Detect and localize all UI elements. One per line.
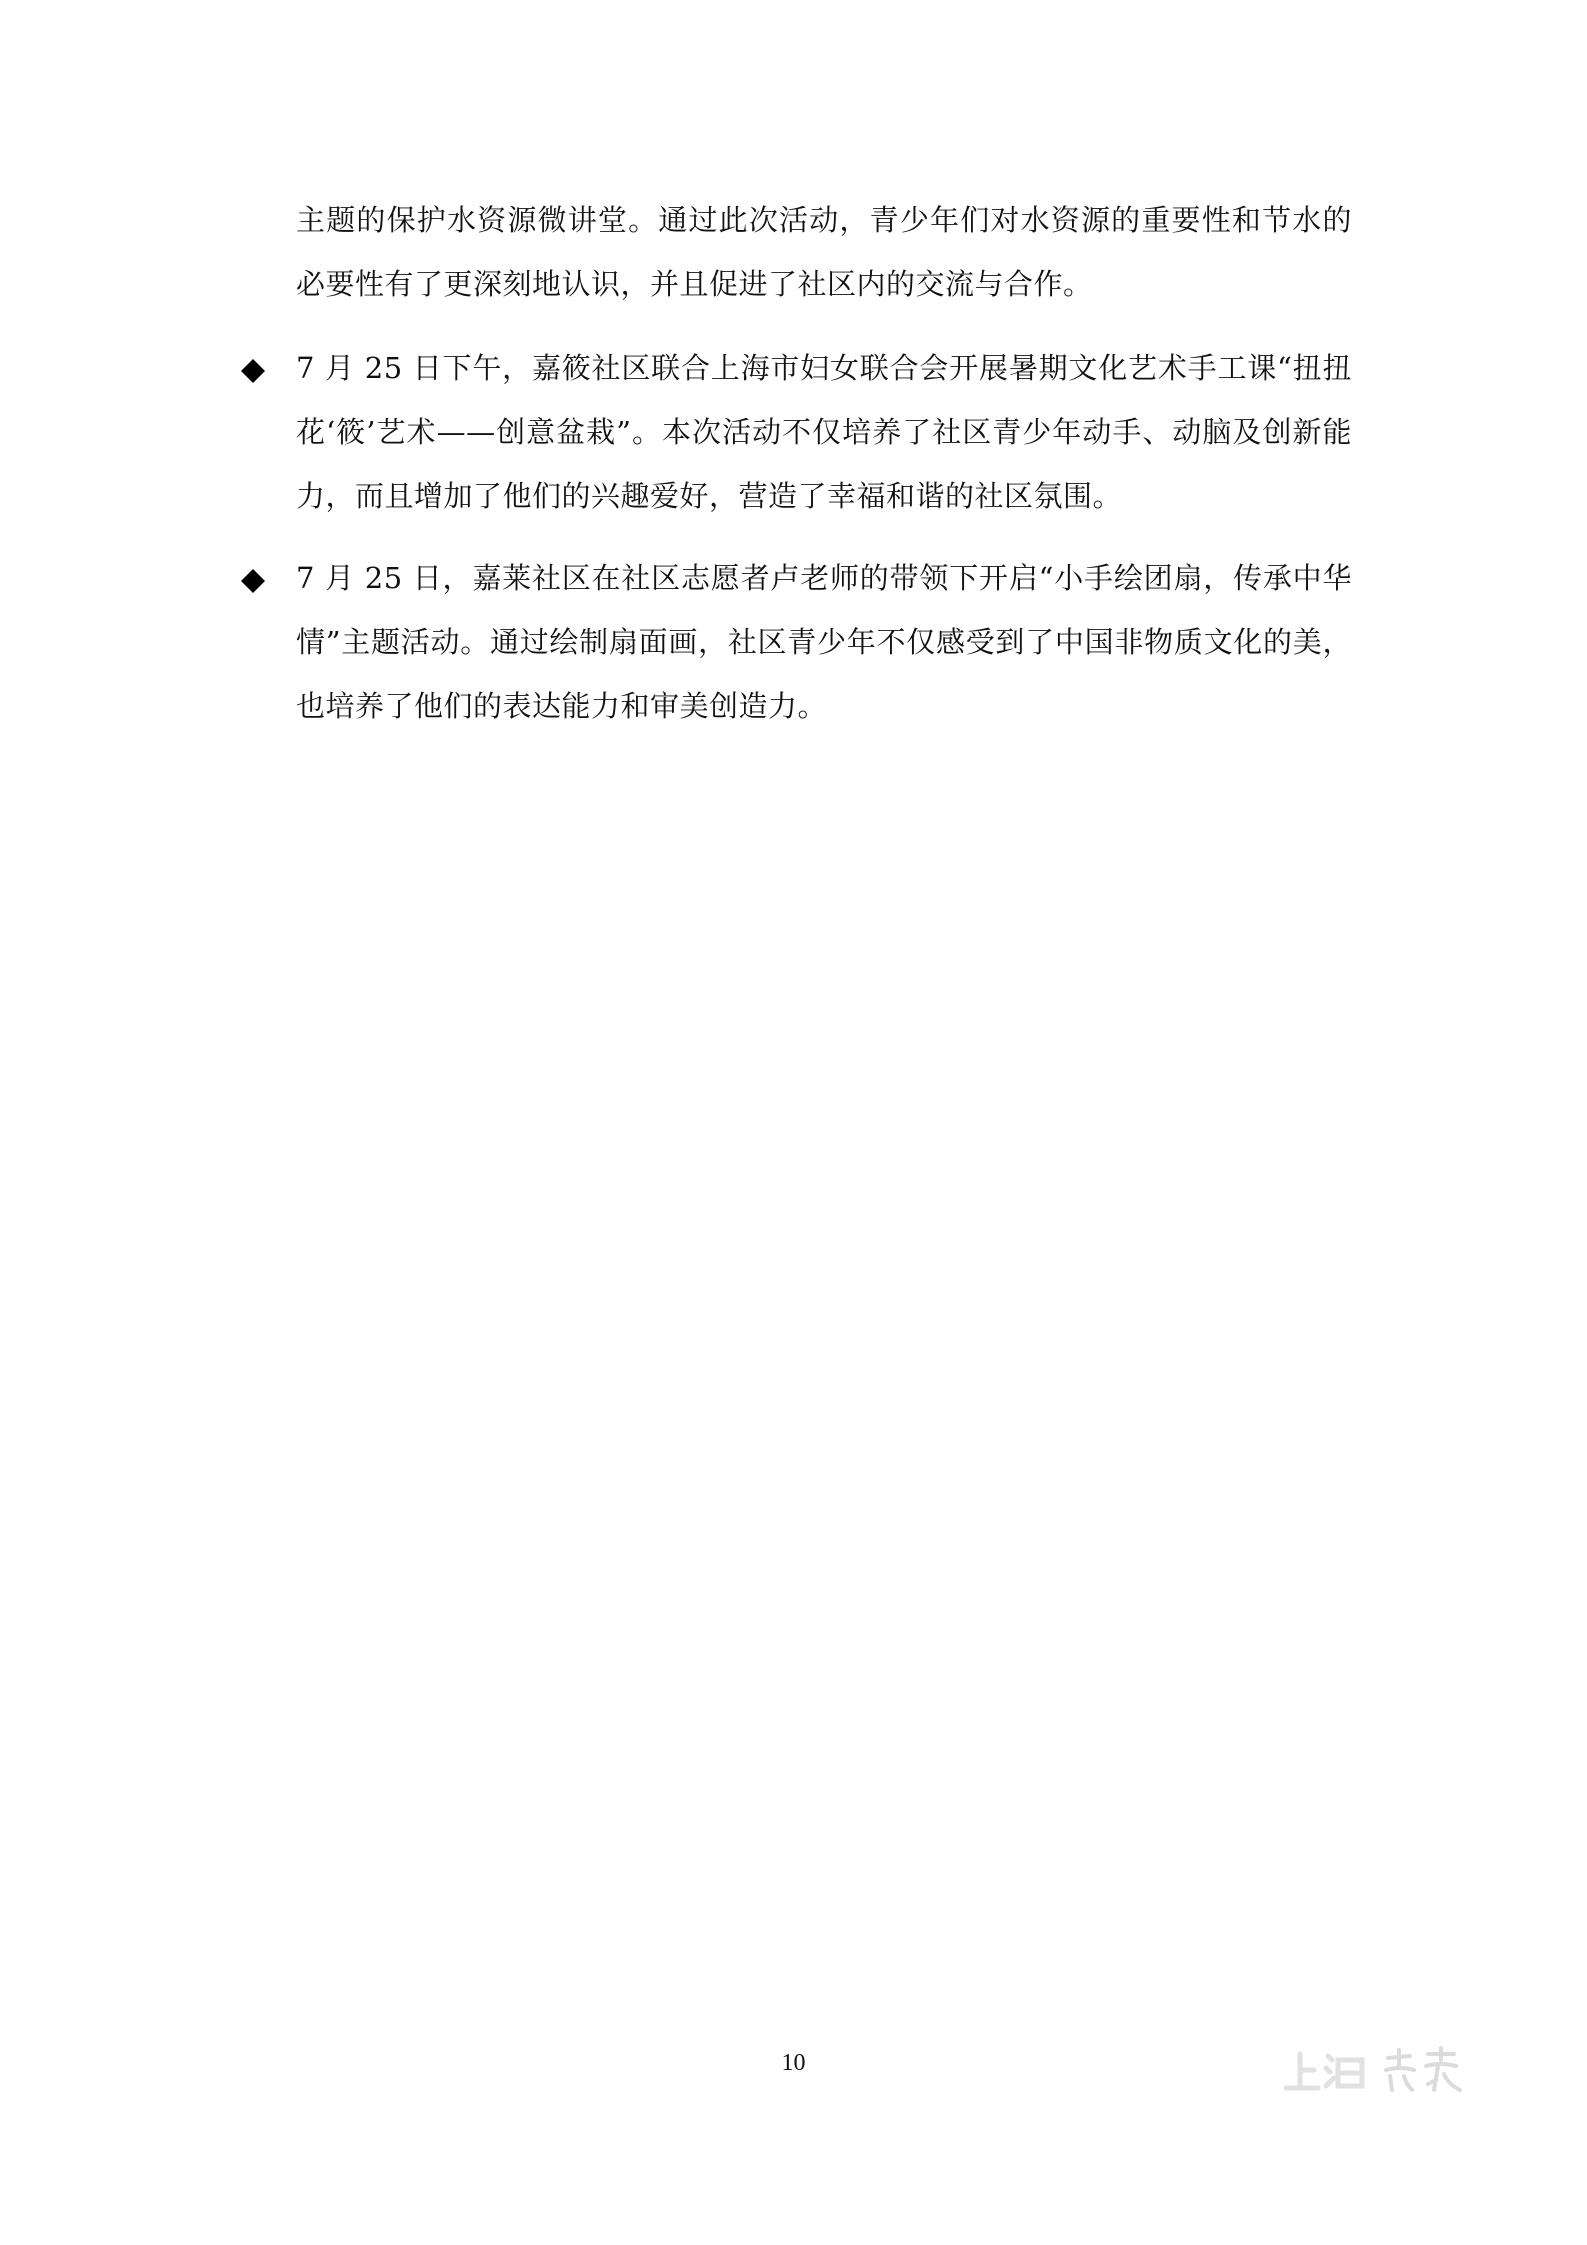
bullet-text-1: 7 月 25 日下午，嘉筱社区联合上海市妇女联合会开展暑期文化艺术手工课“扭扭花‘筱’艺术——创意盆栽”。本次活动不仅培养了社区青少年动手、动脑及创新能力，而且增加了他们的兴趣爱好，营造了幸福和谐的社区氛围。 — [296, 351, 1352, 513]
diamond-bullet-icon — [240, 358, 266, 384]
page-number: 10 — [781, 2050, 806, 2076]
continuation-paragraph: 主题的保护水资源微讲堂。通过此次活动，青少年们对水资源的重要性和节水的必要性有了更深刻地认识，并且促进了社区内的交流与合作。 — [296, 203, 1352, 301]
diamond-bullet-icon — [240, 568, 266, 594]
watermark-logo-icon — [1278, 2040, 1478, 2100]
bullet-text-2: 7 月 25 日，嘉莱社区在社区志愿者卢老师的带领下开启“小手绘团扇，传承中华情”主题活动。通过绘制扇面画，社区青少年不仅感受到了中国非物质文化的美，也培养了他们的表达能力和审美创造力。 — [296, 561, 1352, 723]
